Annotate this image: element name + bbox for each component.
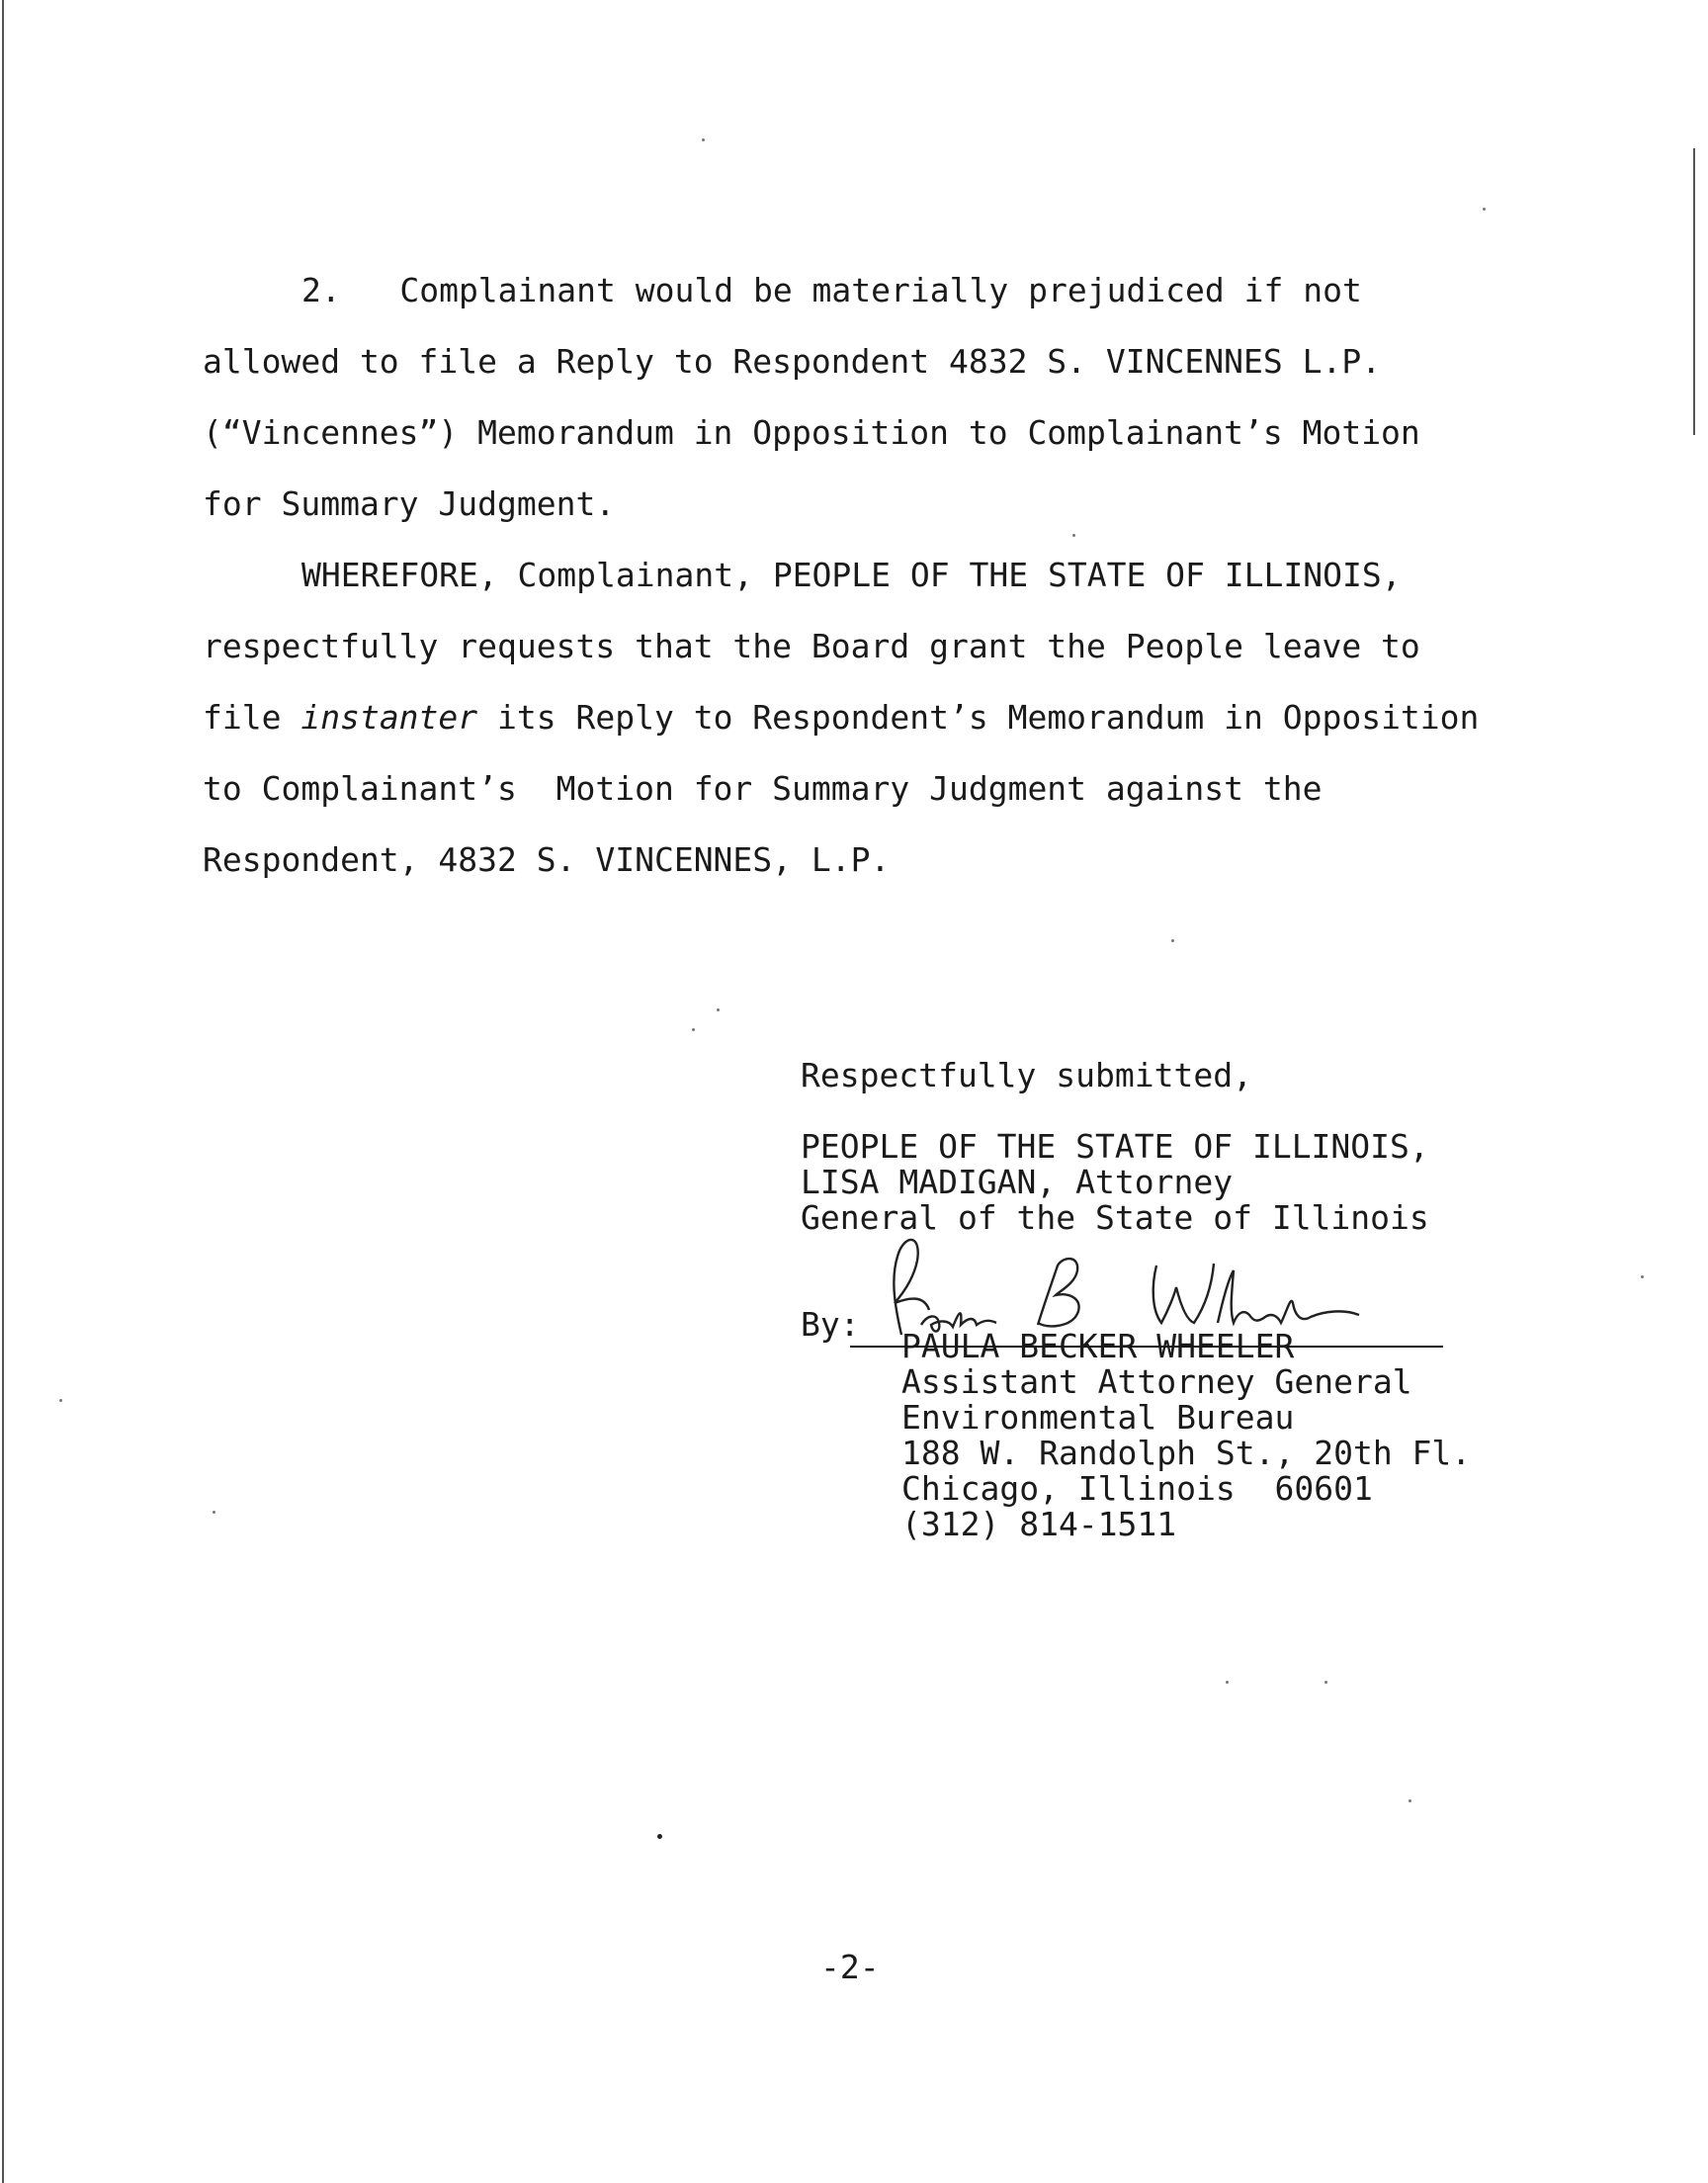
- scan-speck: [702, 138, 705, 141]
- scan-speck: [717, 1008, 720, 1011]
- scan-speck: [1072, 534, 1075, 537]
- scan-speck: [1226, 1681, 1229, 1684]
- attorney-phone: (312) 814-1511: [901, 1505, 1177, 1543]
- para2-italic-term: instanter: [300, 698, 478, 737]
- para1-line1: 2. Complainant would be materially prejudiced if not: [301, 271, 1362, 309]
- scan-left-edge: [2, 0, 4, 2183]
- para2-line1: WHEREFORE, Complainant, PEOPLE OF THE STATE OF ILLINOIS,: [301, 556, 1402, 594]
- attorney-name: PAULA BECKER WHEELER: [901, 1327, 1295, 1365]
- attorney-bureau: Environmental Bureau: [901, 1398, 1295, 1437]
- signature-stroke-w: [1153, 1264, 1214, 1323]
- scan-speck: [1324, 1681, 1327, 1684]
- by-label: By:: [801, 1305, 860, 1344]
- scan-speck: [1171, 939, 1174, 942]
- attorney-city: Chicago, Illinois 60601: [901, 1469, 1373, 1508]
- scan-speck: [1483, 208, 1486, 211]
- signature-stroke-heeler: [1218, 1270, 1359, 1323]
- scan-speck: [1641, 1275, 1644, 1278]
- para2-line3-suffix: its Reply to Respondent’s Memorandum in Opposition: [477, 698, 1480, 737]
- page-number: -2-: [820, 1948, 880, 1986]
- para2-line3: [203, 682, 1479, 753]
- scan-speck: [59, 1399, 62, 1402]
- scan-speck: [657, 1834, 662, 1839]
- body-paragraphs: [203, 255, 1527, 1038]
- scan-speck: [1409, 1799, 1411, 1802]
- scan-speck: [692, 1028, 695, 1031]
- para1-line4: for Summary Judgment.: [203, 484, 616, 523]
- attorney-title: Assistant Attorney General: [901, 1362, 1412, 1401]
- party-line1: PEOPLE OF THE STATE OF ILLINOIS,: [801, 1127, 1429, 1166]
- para2-line5: Respondent, 4832 S. VINCENNES, L.P.: [203, 840, 891, 879]
- signature-stroke-b: [1038, 1259, 1079, 1326]
- para2-line4: to Complainant’s Motion for Summary Judgment against the: [203, 769, 1323, 808]
- para1-line3: (“Vincennes”) Memorandum in Opposition to Complainant’s Motion: [203, 413, 1420, 452]
- para1-line2: allowed to file a Reply to Respondent 4832 S. VINCENNES L.P.: [203, 342, 1382, 381]
- scan-right-mark: [1693, 148, 1695, 435]
- para2-line3-prefix: file: [203, 698, 301, 737]
- attorney-address: 188 W. Randolph St., 20th Fl.: [901, 1434, 1472, 1472]
- party-line3: General of the State of Illinois: [801, 1198, 1429, 1237]
- para2-line2: respectfully requests that the Board grant the People leave to: [203, 627, 1420, 665]
- closing-salutation: Respectfully submitted,: [801, 1056, 1252, 1094]
- scan-speck: [213, 1511, 215, 1514]
- party-line2: LISA MADIGAN, Attorney: [801, 1163, 1234, 1201]
